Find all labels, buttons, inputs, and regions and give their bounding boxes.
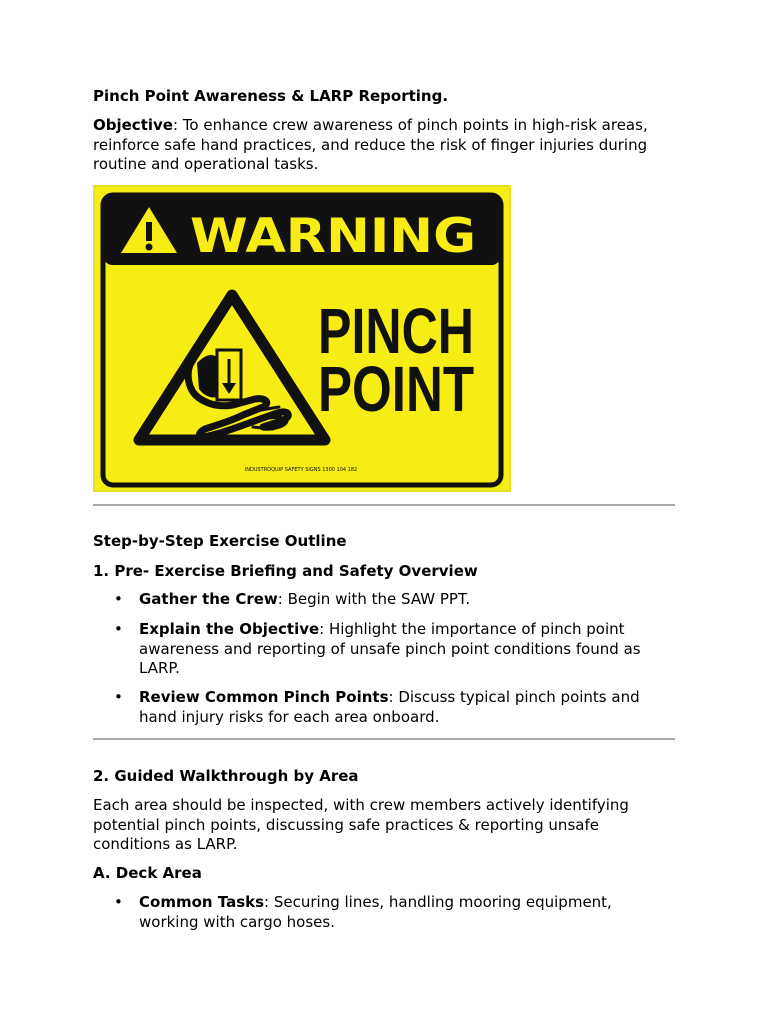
- bullet-icon: •: [114, 620, 123, 638]
- objective-label: Objective: [93, 116, 173, 134]
- bullet-icon: •: [114, 590, 123, 608]
- deck-area-subheading: A. Deck Area: [93, 864, 202, 882]
- bullet-label: Gather the Crew: [139, 590, 278, 608]
- bullet-icon: •: [114, 893, 123, 911]
- warning-sign-image: [93, 185, 511, 492]
- section-2-heading: 2. Guided Walkthrough by Area: [93, 767, 359, 785]
- steps-heading: Step-by-Step Exercise Outline: [93, 532, 347, 550]
- sign-header-text: WARNING: [190, 209, 476, 264]
- bullet-label: Explain the Objective: [139, 620, 320, 638]
- bullet-label: Common Tasks: [139, 893, 265, 911]
- section-2-intro: Each area should be inspected, with crew members actively identifying potential pinch points, discussing safe practices & reporting unsafe conditions as LARP.: [93, 796, 629, 853]
- bullet-label: Review Common Pinch Points: [139, 688, 389, 706]
- bullet-text: : Securing lines, handling mooring equipment, working with cargo hoses.: [139, 893, 612, 931]
- sign-text-pinch: PINCH: [318, 295, 474, 367]
- section-1-heading: 1. Pre- Exercise Briefing and Safety Overview: [93, 562, 478, 580]
- horizontal-divider: [93, 504, 675, 506]
- bullet-text: : Discuss typical pinch points and hand injury risks for each area onboard.: [139, 688, 640, 726]
- bullet-icon: •: [114, 688, 123, 706]
- bullet-text: : Begin with the SAW PPT.: [277, 590, 471, 608]
- sign-footer-text: INDUSTROQUIP SAFETY SIGNS 1300 104 182: [244, 467, 358, 473]
- objective-paragraph: [93, 116, 675, 175]
- document-title: Pinch Point Awareness & LARP Reporting.: [93, 87, 449, 105]
- objective-text: : To enhance crew awareness of pinch points in high-risk areas, reinforce safe hand practices, and reduce the risk of finger injuries during routine and operational tasks.: [93, 116, 648, 173]
- pinch-point-warning-sign: [93, 185, 511, 492]
- horizontal-divider: [93, 738, 675, 740]
- bullet-text: : Highlight the importance of pinch point awareness and reporting of unsafe pinch point conditions found as LARP.: [139, 620, 641, 677]
- sign-text-point: POINT: [318, 353, 474, 425]
